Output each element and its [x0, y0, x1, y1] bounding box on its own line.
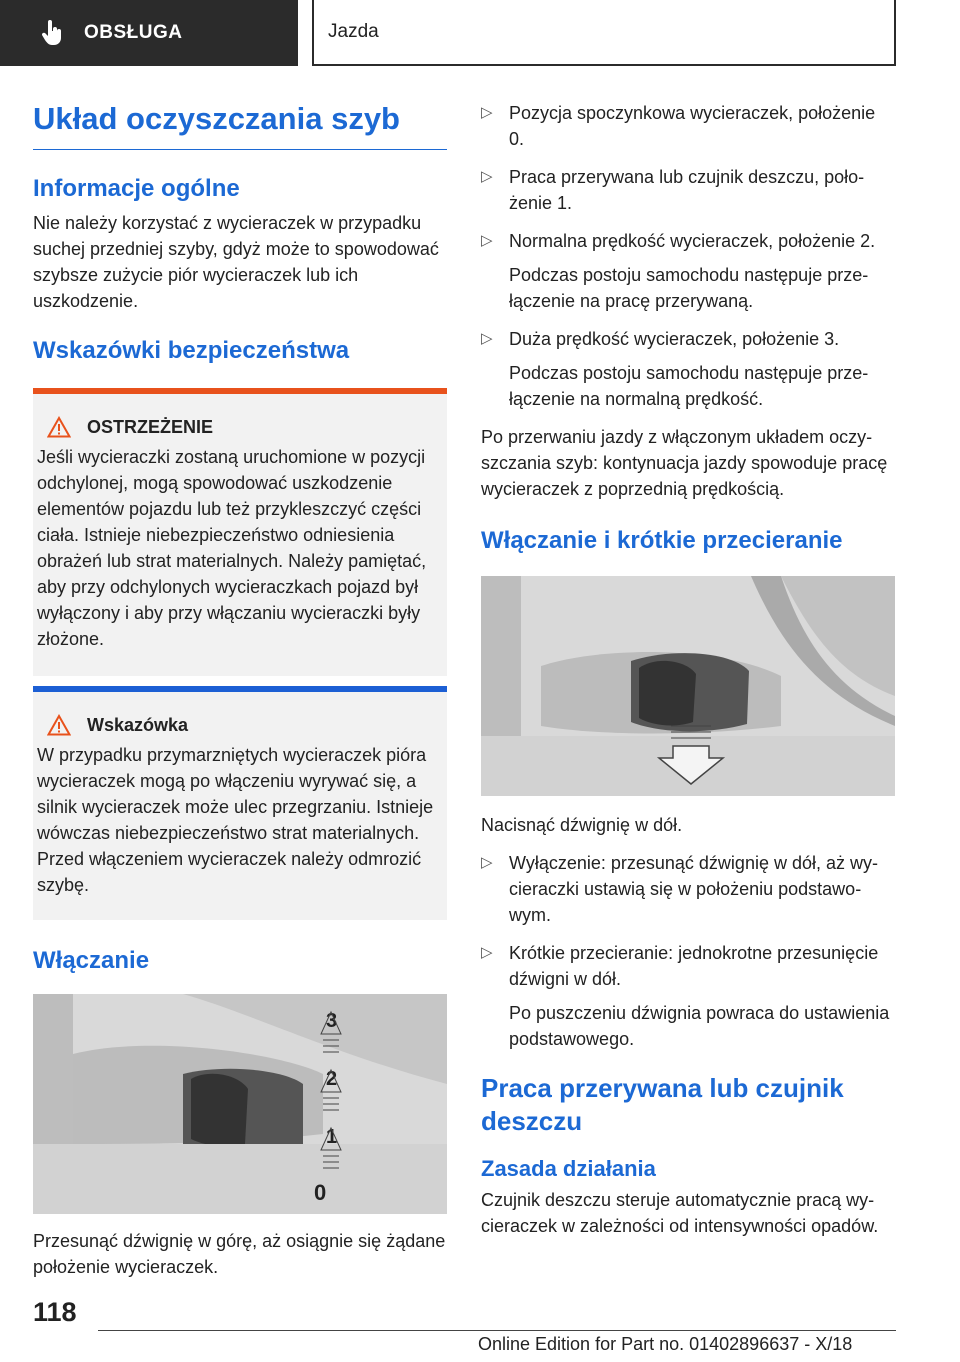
short-wipe-heading: Włączanie i krótkie przecieranie — [481, 527, 843, 554]
position-3-note: Podczas postoju samochodu następuje przełączenie na normalną prędkość. — [509, 363, 869, 409]
notice-text: W przypadku przymarzniętych wycieraczek pióra wycieraczek mogą po włączeniu wyrywać się, a silnik wycieraczek może ulec przegrzaniu. Istnieje wówczas niebezpieczeństwo strat materialnych. Przed włączeniem wycieraczek należy odmrozić szybę. — [37, 745, 434, 896]
interrupt-text: Po przerwaniu jazdy z włączonym układem oczyszczania szyb: kontynuacja jazdy spowoduje pracę wycieraczek z poprzednią prędkością. — [481, 427, 888, 499]
safety-heading: Wskazówki bezpieczeństwa — [33, 337, 350, 365]
list-item: ▷ Wyłączenie: przesunąć dźwignię w dół, aż wycieraczki ustawią się w położeniu podstawowym. — [481, 850, 895, 928]
triangle-bullet-icon: ▷ — [481, 232, 493, 249]
left-column — [33, 100, 447, 1280]
triangle-bullet-icon: ▷ — [481, 168, 493, 185]
short-wipe-caption: Nacisnąć dźwignię w dół. — [481, 815, 683, 835]
wiper-stalk-down-image — [481, 576, 895, 796]
triangle-bullet-icon: ▷ — [481, 854, 493, 871]
footer-divider — [98, 1330, 896, 1331]
warning-triangle-icon — [47, 416, 71, 438]
principle-text: Czujnik deszczu steruje automatycznie pracą wycieraczek w zależności od intensywności opadów. — [481, 1189, 879, 1236]
wiper-stalk-up-image — [33, 994, 447, 1214]
list-item: ▷ Normalna prędkość wycieraczek, położenie 2. Podczas postoju samochodu następuje przełączenie na pracę przerywaną. — [481, 228, 895, 314]
chapter-tab[interactable] — [0, 0, 298, 66]
position-2-label: 2 — [326, 1068, 338, 1091]
principle-heading: Zasada działania — [481, 1156, 656, 1181]
hand-pointer-icon — [40, 20, 66, 46]
position-3-label: 3 — [326, 1010, 338, 1033]
notice-box — [33, 686, 447, 920]
warning-title: OSTRZEŻENIE — [87, 416, 214, 437]
warning-box — [33, 388, 447, 676]
list-item: ▷ Krótkie przecieranie: jednokrotne przesunięcie dźwigni w dół. Po puszczeniu dźwignia powraca do ustawienia podstawowego. — [481, 940, 895, 1052]
section-label: Jazda — [312, 0, 896, 66]
position-list — [481, 100, 895, 412]
chapter-tab-label: OBSŁUGA — [84, 22, 183, 43]
position-1-label: 1 — [326, 1126, 338, 1149]
switch-caption: Przesunąć dźwignię w górę, aż osiągnie się żądane położenie wycieraczek. — [33, 1231, 446, 1278]
page-number: 118 — [33, 1297, 77, 1327]
triangle-bullet-icon: ▷ — [481, 330, 493, 347]
rain-sensor-heading: Praca przerywana lub czujnik deszczu — [481, 1073, 844, 1136]
notice-triangle-icon — [47, 714, 71, 736]
list-item: ▷ Duża prędkość wycieraczek, położenie 3. Podczas postoju samochodu następuje przełączenie na normalną prędkość. — [481, 326, 895, 412]
list-item: ▷ Praca przerywana lub czujnik deszczu, położenie 1. — [481, 164, 895, 216]
notice-title: Wskazówka — [87, 714, 189, 735]
list-item: ▷ Pozycja spoczynkowa wycieraczek, położenie 0. — [481, 100, 895, 152]
short-wipe-list — [481, 850, 895, 1052]
switch-heading: Włączanie — [33, 947, 150, 975]
up-arrows-icon — [311, 1004, 351, 1184]
triangle-bullet-icon: ▷ — [481, 944, 493, 961]
triangle-bullet-icon: ▷ — [481, 104, 493, 121]
right-column — [481, 100, 895, 1239]
general-heading: Informacje ogólne — [33, 175, 240, 203]
edition-note: Online Edition for Part no. 01402896637 - X/18 — [478, 1334, 853, 1354]
position-2-note: Podczas postoju samochodu następuje przełączenie na pracę przerywaną. — [509, 265, 869, 311]
page-title: Układ oczyszczania szyb — [33, 100, 447, 150]
short-wipe-note: Po puszczeniu dźwignia powraca do ustawienia podstawowego. — [509, 1003, 890, 1049]
warning-text: Jeśli wycieraczki zostaną uruchomione w pozycji odchylonej, mogą spowodować uszkodzenie elementów pojazdu lub też przykleszczyć części ciała. Istnieje niebezpieczeństwo odniesienia obrażeń lub strat materialnych. Należy pamiętać, aby przy odchylonych wycieraczkach pojazd był wyłączony i aby przy włączaniu wycieraczki były złożone. — [37, 447, 427, 650]
position-0-label: 0 — [314, 1180, 327, 1206]
general-text: Nie należy korzystać z wycieraczek w przypadku suchej przedniej szyby, gdyż może to spowodować szybsze zużycie piór wycieraczek lub ich uszkodzenie. — [33, 213, 439, 312]
